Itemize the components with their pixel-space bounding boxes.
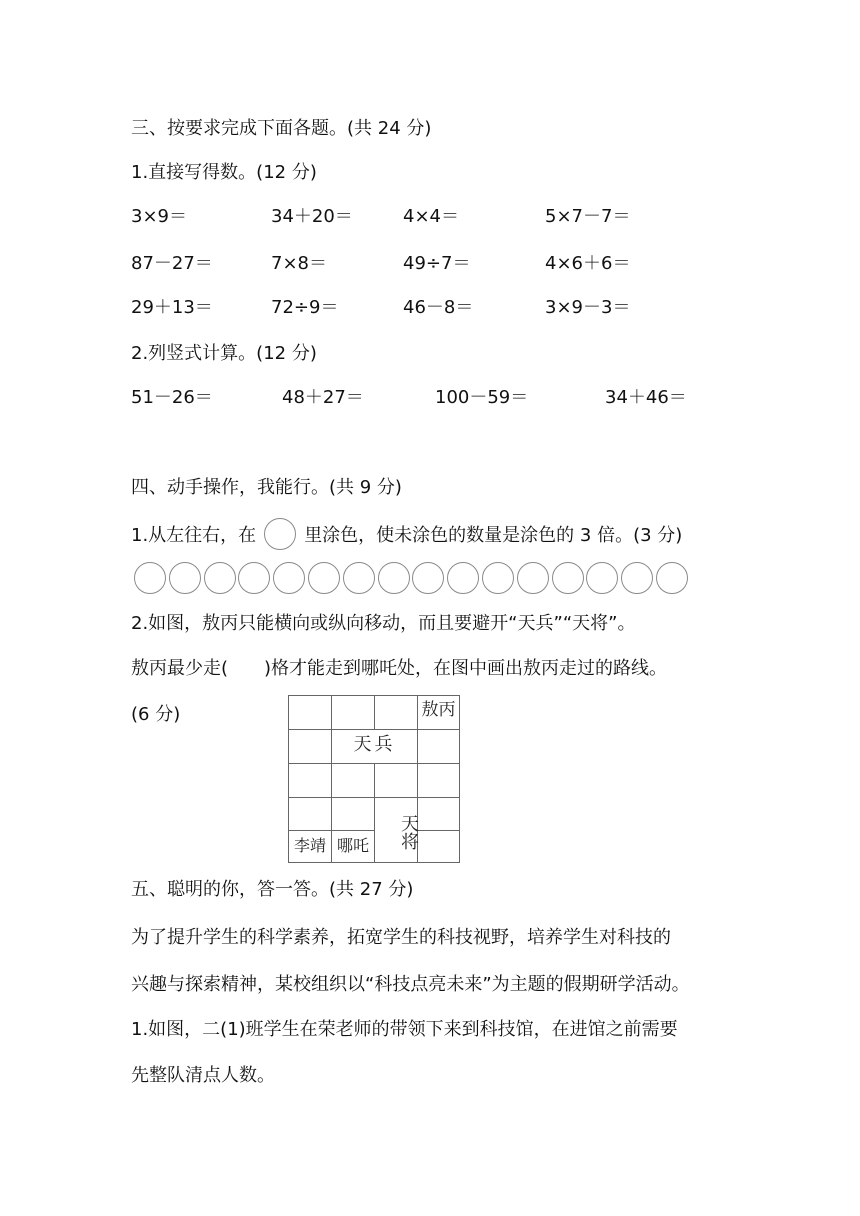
calc-item: 46－8＝ [403, 297, 474, 318]
paint-circle[interactable] [273, 562, 305, 594]
section4-q1 [131, 520, 682, 552]
section5-intro-line1: 为了提升学生的科学素养，拓宽学生的科技视野，培养学生对科技的 [131, 927, 671, 948]
section4-q2-points: (6 分) [131, 704, 181, 725]
label-nezha: 哪吒 [336, 836, 369, 855]
paint-circle[interactable] [204, 562, 236, 594]
paint-circle[interactable] [656, 562, 688, 594]
grid-cell[interactable] [288, 797, 332, 831]
movement-grid [288, 695, 460, 863]
grid-cell[interactable] [331, 763, 375, 798]
grid-cell[interactable] [374, 695, 418, 730]
calc-row-3 [131, 296, 751, 320]
paint-circle[interactable] [621, 562, 653, 594]
calc-item: 7×8＝ [271, 253, 327, 274]
section3-q2-title: 2.列竖式计算。(12 分) [131, 343, 317, 364]
section3-q1-title: 1.直接写得数。(12 分) [131, 162, 317, 183]
grid-cell[interactable] [417, 763, 460, 798]
calc-row-2 [131, 252, 751, 276]
grid-cell[interactable] [374, 763, 418, 798]
paint-circle[interactable] [134, 562, 166, 594]
calc-item: 3×9－3＝ [545, 297, 631, 318]
vertical-calc-item: 48＋27＝ [282, 387, 364, 408]
calc-item: 72÷9＝ [271, 297, 339, 318]
calc-item: 29＋13＝ [131, 297, 213, 318]
circle-row [134, 562, 694, 596]
paint-circle[interactable] [308, 562, 340, 594]
grid-cell[interactable] [288, 729, 332, 764]
paint-circle[interactable] [378, 562, 410, 594]
section5-q1-line1: 1.如图，二(1)班学生在荣老师的带领下来到科技馆，在进馆之前需要 [131, 1019, 678, 1040]
calc-row-1 [131, 205, 751, 229]
circle-icon [264, 518, 296, 550]
calc-item: 49÷7＝ [403, 253, 471, 274]
calc-item: 4×6＋6＝ [545, 253, 631, 274]
paint-circle[interactable] [412, 562, 444, 594]
vertical-calc-item: 100－59＝ [435, 387, 529, 408]
grid-cell[interactable] [417, 729, 460, 764]
grid-cell[interactable] [288, 763, 332, 798]
paint-circle[interactable] [169, 562, 201, 594]
paint-circle[interactable] [552, 562, 584, 594]
vertical-calc-item: 51－26＝ [131, 387, 213, 408]
section4-q2-line1: 2.如图，敖丙只能横向或纵向移动，而且要避开“天兵”“天将”。 [131, 613, 636, 634]
section5-intro-line2: 兴趣与探索精神，某校组织以“科技点亮未来”为主题的假期研学活动。 [131, 974, 690, 995]
grid-cell[interactable] [331, 695, 375, 730]
calc-item: 34＋20＝ [271, 206, 353, 227]
section4-q1-before: 1.从左往右，在 [131, 525, 257, 546]
label-tianbing: 天兵 [353, 734, 396, 755]
paint-circle[interactable] [238, 562, 270, 594]
vertical-calc-row [131, 386, 751, 410]
calc-item: 87－27＝ [131, 253, 213, 274]
grid-cell[interactable] [417, 830, 460, 863]
section4-heading: 四、动手操作，我能行。(共 9 分) [131, 477, 402, 498]
grid-cell[interactable] [288, 695, 332, 730]
grid-cell[interactable] [417, 797, 460, 831]
section3-heading: 三、按要求完成下面各题。(共 24 分) [131, 118, 432, 139]
section5-q1-line2: 先整队清点人数。 [131, 1065, 275, 1086]
label-aobing: 敖丙 [421, 700, 456, 720]
calc-item: 4×4＝ [403, 206, 459, 227]
paint-circle[interactable] [586, 562, 618, 594]
paint-circle[interactable] [517, 562, 549, 594]
paint-circle[interactable] [482, 562, 514, 594]
section4-q1-after: 里涂色，使未涂色的数量是涂色的 3 倍。(3 分) [304, 525, 683, 546]
paint-circle[interactable] [343, 562, 375, 594]
calc-item: 5×7－7＝ [545, 206, 631, 227]
paint-circle[interactable] [447, 562, 479, 594]
grid-cell[interactable] [331, 797, 375, 831]
calc-item: 3×9＝ [131, 206, 187, 227]
label-lijing: 李靖 [293, 836, 326, 855]
section4-q2-line2: 敖丙最少走( )格才能走到哪吒处，在图中画出敖丙走过的路线。 [131, 658, 668, 679]
section5-heading: 五、聪明的你，答一答。(共 27 分) [131, 879, 414, 900]
label-tianjiang: 天将 [398, 814, 419, 850]
vertical-calc-item: 34＋46＝ [605, 387, 687, 408]
